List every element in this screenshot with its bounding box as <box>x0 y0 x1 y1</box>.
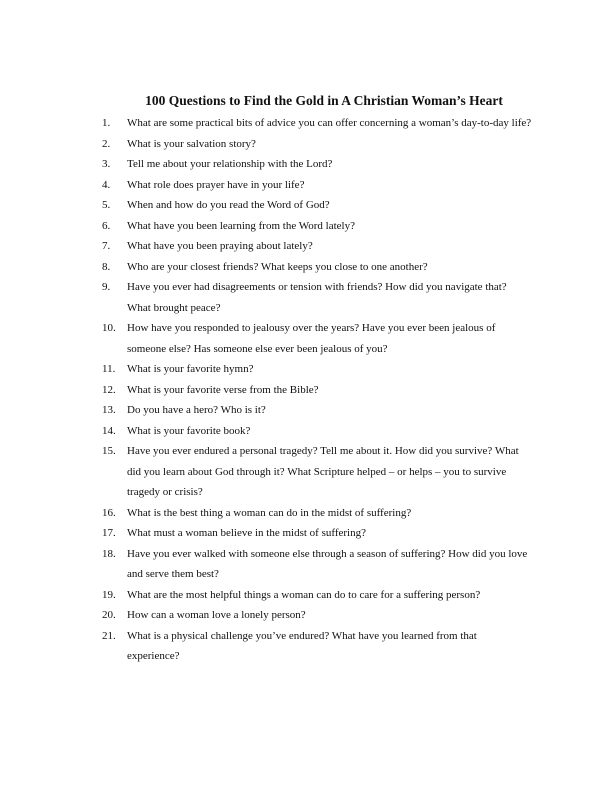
question-number: 4. <box>102 178 111 191</box>
question-text: Who are your closest friends? What keeps you close to one another? <box>127 260 428 273</box>
question-list <box>102 113 532 667</box>
question-number: 2. <box>102 137 111 150</box>
list-item <box>102 154 532 175</box>
question-number: 1. <box>102 117 111 129</box>
question-text: Have you ever walked with someone else through a season of suffering? How did you love and serve them best? <box>127 547 528 580</box>
question-text: What is a physical challenge you’ve endured? What have you learned from that experience? <box>127 629 477 662</box>
list-item <box>102 605 532 626</box>
question-text: What are some practical bits of advice you can offer concerning a woman’s day-to-day life? <box>127 117 532 129</box>
question-text: What have you been learning from the Word lately? <box>127 219 355 232</box>
list-item <box>102 216 532 237</box>
question-text: Do you have a hero? Who is it? <box>127 404 266 416</box>
question-text: Have you ever endured a personal tragedy? Tell me about it. How did you survive? What did you learn about God through it? What Scripture helped – or helps – you to survive tragedy or crisis? <box>127 445 519 498</box>
question-number: 10. <box>102 322 116 334</box>
question-number: 9. <box>102 281 111 293</box>
list-item <box>102 503 532 524</box>
list-item <box>102 441 532 503</box>
question-number: 18. <box>102 547 116 560</box>
list-item <box>102 195 532 216</box>
question-number: 21. <box>102 629 116 642</box>
question-text: What must a woman believe in the midst of suffering? <box>127 527 366 539</box>
list-item <box>102 585 532 606</box>
question-text: What have you been praying about lately? <box>127 240 313 252</box>
question-text: What is your favorite book? <box>127 424 251 437</box>
question-text: Tell me about your relationship with the Lord? <box>127 158 333 170</box>
question-text: When and how do you read the Word of God? <box>127 199 330 211</box>
question-number: 20. <box>102 609 116 621</box>
question-number: 13. <box>102 404 116 416</box>
question-number: 3. <box>102 158 111 170</box>
list-item <box>102 421 532 442</box>
page-title: 100 Questions to Find the Gold in A Christian Woman’s Heart <box>145 93 503 108</box>
question-number: 19. <box>102 588 116 601</box>
list-item <box>102 626 532 667</box>
question-number: 5. <box>102 199 111 211</box>
question-number: 12. <box>102 383 116 396</box>
question-text: What is your favorite verse from the Bible? <box>127 383 319 396</box>
list-item <box>102 523 532 544</box>
question-text: What is your favorite hymn? <box>127 363 254 375</box>
list-item <box>102 318 532 359</box>
question-number: 6. <box>102 219 111 232</box>
question-text: What is the best thing a woman can do in the midst of suffering? <box>127 506 412 519</box>
question-number: 8. <box>102 260 111 273</box>
question-text: Have you ever had disagreements or tension with friends? How did you navigate that? What brought peace? <box>127 281 507 314</box>
list-item <box>102 134 532 155</box>
list-item <box>102 359 532 380</box>
list-item <box>102 544 532 585</box>
question-number: 15. <box>102 445 116 457</box>
list-item <box>102 400 532 421</box>
question-text: What is your salvation story? <box>127 137 256 150</box>
list-item <box>102 277 532 318</box>
list-item <box>102 113 532 134</box>
question-number: 7. <box>102 240 111 252</box>
question-number: 11. <box>102 363 116 375</box>
question-number: 17. <box>102 527 116 539</box>
list-item <box>102 380 532 401</box>
question-text: How have you responded to jealousy over the years? Have you ever been jealous of someone else? Has someone else ever been jealous of you? <box>127 322 496 355</box>
list-item <box>102 257 532 278</box>
question-number: 16. <box>102 506 116 519</box>
question-text: How can a woman love a lonely person? <box>127 609 306 621</box>
question-text: What role does prayer have in your life? <box>127 178 305 191</box>
question-number: 14. <box>102 424 116 437</box>
question-text: What are the most helpful things a woman can do to care for a suffering person? <box>127 588 481 601</box>
list-item <box>102 175 532 196</box>
list-item <box>102 236 532 257</box>
